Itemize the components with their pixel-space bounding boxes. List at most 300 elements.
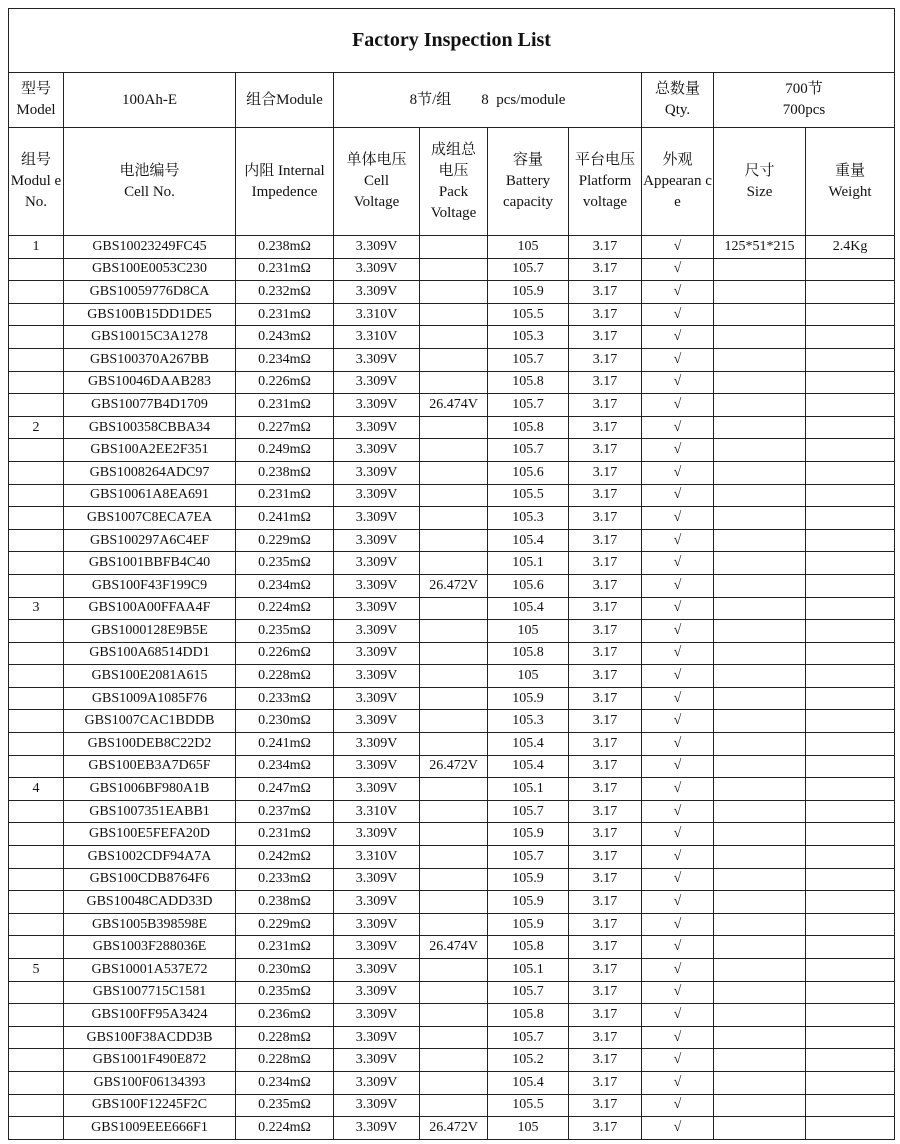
table-row bbox=[9, 800, 895, 823]
module-no-cell: 5 bbox=[9, 959, 64, 982]
internal-impedence-cell: 0.238mΩ bbox=[236, 891, 334, 914]
weight-cell bbox=[806, 846, 895, 869]
pack-voltage-cell bbox=[420, 236, 488, 259]
battery-capacity-cell: 105.9 bbox=[488, 913, 569, 936]
pack-voltage-cell bbox=[420, 371, 488, 394]
internal-impedence-cell: 0.227mΩ bbox=[236, 416, 334, 439]
cell-no-cell: GBS100FF95A3424 bbox=[64, 1004, 236, 1027]
table-row bbox=[9, 484, 895, 507]
size-cell bbox=[714, 620, 806, 643]
header-plat-en1: Platform bbox=[578, 173, 632, 189]
cell-no-cell: GBS10077B4D1709 bbox=[64, 394, 236, 417]
weight-cell bbox=[806, 1071, 895, 1094]
cell-no-cell: GBS1007351EABB1 bbox=[64, 800, 236, 823]
internal-impedence-cell: 0.234mΩ bbox=[236, 1071, 334, 1094]
weight-cell bbox=[806, 687, 895, 710]
cell-no-cell: GBS1003F288036E bbox=[64, 936, 236, 959]
appearance-check-cell: √ bbox=[642, 620, 714, 643]
platform-voltage-cell: 3.17 bbox=[569, 507, 642, 530]
pack-voltage-cell bbox=[420, 258, 488, 281]
internal-impedence-cell: 0.230mΩ bbox=[236, 959, 334, 982]
internal-impedence-cell: 0.247mΩ bbox=[236, 778, 334, 801]
module-no-cell bbox=[9, 371, 64, 394]
appearance-check-cell: √ bbox=[642, 1071, 714, 1094]
module-no-cell bbox=[9, 1117, 64, 1140]
pack-voltage-cell bbox=[420, 959, 488, 982]
weight-cell bbox=[806, 891, 895, 914]
appearance-check-cell: √ bbox=[642, 484, 714, 507]
cell-no-cell: GBS1007CAC1BDDB bbox=[64, 710, 236, 733]
pack-voltage-cell bbox=[420, 1049, 488, 1072]
battery-capacity-cell: 105.8 bbox=[488, 642, 569, 665]
cell-voltage-cell: 3.309V bbox=[334, 1094, 420, 1117]
battery-capacity-cell: 105 bbox=[488, 620, 569, 643]
platform-voltage-cell: 3.17 bbox=[569, 936, 642, 959]
internal-impedence-cell: 0.241mΩ bbox=[236, 507, 334, 530]
size-cell bbox=[714, 1071, 806, 1094]
weight-cell: 2.4Kg bbox=[806, 236, 895, 259]
pack-voltage-cell bbox=[420, 733, 488, 756]
table-row bbox=[9, 507, 895, 530]
platform-voltage-cell: 3.17 bbox=[569, 620, 642, 643]
header-module-no bbox=[9, 128, 64, 236]
platform-voltage-cell: 3.17 bbox=[569, 687, 642, 710]
cell-no-cell: GBS10001A537E72 bbox=[64, 959, 236, 982]
appearance-check-cell: √ bbox=[642, 507, 714, 530]
cell-voltage-cell: 3.309V bbox=[334, 507, 420, 530]
battery-capacity-cell: 105.4 bbox=[488, 529, 569, 552]
table-row bbox=[9, 1004, 895, 1027]
table-row bbox=[9, 846, 895, 869]
pack-voltage-cell bbox=[420, 868, 488, 891]
cell-voltage-cell: 3.309V bbox=[334, 461, 420, 484]
internal-impedence-cell: 0.241mΩ bbox=[236, 733, 334, 756]
internal-impedence-cell: 0.234mΩ bbox=[236, 574, 334, 597]
pack-voltage-cell bbox=[420, 1071, 488, 1094]
module-no-cell bbox=[9, 846, 64, 869]
platform-voltage-cell: 3.17 bbox=[569, 461, 642, 484]
pack-voltage-cell bbox=[420, 416, 488, 439]
qty-value bbox=[714, 73, 895, 128]
header-cap-en2: capacity bbox=[503, 194, 553, 210]
cell-no-cell: GBS1001F490E872 bbox=[64, 1049, 236, 1072]
header-plat-cn: 平台电压 bbox=[574, 152, 635, 168]
appearance-check-cell: √ bbox=[642, 1049, 714, 1072]
header-size-cn: 尺寸 bbox=[744, 162, 775, 179]
size-cell bbox=[714, 1117, 806, 1140]
cell-no-cell: GBS10046DAAB283 bbox=[64, 371, 236, 394]
header-cv-en2: Voltage bbox=[353, 194, 400, 210]
module-value: 8节/组 8 pcs/module bbox=[334, 73, 642, 128]
platform-voltage-cell: 3.17 bbox=[569, 1117, 642, 1140]
cell-voltage-cell: 3.309V bbox=[334, 981, 420, 1004]
appearance-check-cell: √ bbox=[642, 258, 714, 281]
cell-voltage-cell: 3.309V bbox=[334, 574, 420, 597]
module-no-cell bbox=[9, 258, 64, 281]
table-row bbox=[9, 1071, 895, 1094]
module-no-cell bbox=[9, 936, 64, 959]
table-row bbox=[9, 1049, 895, 1072]
weight-cell bbox=[806, 348, 895, 371]
header-weight-cn: 重量 bbox=[835, 162, 866, 179]
module-no-cell bbox=[9, 326, 64, 349]
table-row bbox=[9, 620, 895, 643]
platform-voltage-cell: 3.17 bbox=[569, 665, 642, 688]
platform-voltage-cell: 3.17 bbox=[569, 642, 642, 665]
platform-voltage-cell: 3.17 bbox=[569, 258, 642, 281]
battery-capacity-cell: 105.8 bbox=[488, 936, 569, 959]
platform-voltage-cell: 3.17 bbox=[569, 371, 642, 394]
size-cell bbox=[714, 1004, 806, 1027]
header-internal-impedence bbox=[236, 128, 334, 236]
header-cap-en1: Battery bbox=[505, 173, 551, 189]
cell-no-cell: GBS1007715C1581 bbox=[64, 981, 236, 1004]
appearance-check-cell: √ bbox=[642, 755, 714, 778]
cell-no-cell: GBS100F12245F2C bbox=[64, 1094, 236, 1117]
cell-voltage-cell: 3.309V bbox=[334, 733, 420, 756]
module-no-cell bbox=[9, 868, 64, 891]
cell-no-cell: GBS100E5FEFA20D bbox=[64, 823, 236, 846]
pack-voltage-cell bbox=[420, 1094, 488, 1117]
module-no-cell bbox=[9, 642, 64, 665]
platform-voltage-cell: 3.17 bbox=[569, 1071, 642, 1094]
cell-no-cell: GBS100F38ACDD3B bbox=[64, 1026, 236, 1049]
size-cell bbox=[714, 642, 806, 665]
battery-capacity-cell: 105.7 bbox=[488, 394, 569, 417]
internal-impedence-cell: 0.243mΩ bbox=[236, 326, 334, 349]
module-no-cell bbox=[9, 348, 64, 371]
appearance-check-cell: √ bbox=[642, 1026, 714, 1049]
module-no-cell bbox=[9, 303, 64, 326]
internal-impedence-cell: 0.231mΩ bbox=[236, 484, 334, 507]
table-row bbox=[9, 574, 895, 597]
pack-voltage-cell bbox=[420, 710, 488, 733]
appearance-check-cell: √ bbox=[642, 597, 714, 620]
battery-capacity-cell: 105.9 bbox=[488, 687, 569, 710]
module-no-cell bbox=[9, 461, 64, 484]
platform-voltage-cell: 3.17 bbox=[569, 981, 642, 1004]
cell-no-cell: GBS10015C3A1278 bbox=[64, 326, 236, 349]
appearance-check-cell: √ bbox=[642, 281, 714, 304]
platform-voltage-cell: 3.17 bbox=[569, 1004, 642, 1027]
weight-cell bbox=[806, 733, 895, 756]
cell-voltage-cell: 3.309V bbox=[334, 823, 420, 846]
module-no-cell bbox=[9, 394, 64, 417]
weight-cell bbox=[806, 1094, 895, 1117]
cell-no-cell: GBS1007C8ECA7EA bbox=[64, 507, 236, 530]
battery-capacity-cell: 105.8 bbox=[488, 371, 569, 394]
column-header-row bbox=[9, 128, 895, 236]
table-row bbox=[9, 348, 895, 371]
pack-voltage-cell bbox=[420, 642, 488, 665]
internal-impedence-cell: 0.231mΩ bbox=[236, 823, 334, 846]
weight-cell bbox=[806, 258, 895, 281]
weight-cell bbox=[806, 1004, 895, 1027]
platform-voltage-cell: 3.17 bbox=[569, 236, 642, 259]
table-row bbox=[9, 891, 895, 914]
internal-impedence-cell: 0.228mΩ bbox=[236, 665, 334, 688]
module-no-cell bbox=[9, 1071, 64, 1094]
platform-voltage-cell: 3.17 bbox=[569, 394, 642, 417]
size-cell bbox=[714, 507, 806, 530]
weight-cell bbox=[806, 1117, 895, 1140]
cell-voltage-cell: 3.309V bbox=[334, 597, 420, 620]
weight-cell bbox=[806, 416, 895, 439]
cell-no-cell: GBS100358CBBA34 bbox=[64, 416, 236, 439]
table-row bbox=[9, 1026, 895, 1049]
platform-voltage-cell: 3.17 bbox=[569, 1049, 642, 1072]
weight-cell bbox=[806, 484, 895, 507]
cell-no-cell: GBS100297A6C4EF bbox=[64, 529, 236, 552]
size-cell bbox=[714, 755, 806, 778]
header-size bbox=[714, 128, 806, 236]
cell-no-cell: GBS10023249FC45 bbox=[64, 236, 236, 259]
cell-voltage-cell: 3.309V bbox=[334, 552, 420, 575]
weight-cell bbox=[806, 574, 895, 597]
weight-cell bbox=[806, 620, 895, 643]
platform-voltage-cell: 3.17 bbox=[569, 710, 642, 733]
platform-voltage-cell: 3.17 bbox=[569, 891, 642, 914]
cell-voltage-cell: 3.309V bbox=[334, 236, 420, 259]
cell-no-cell: GBS100F43F199C9 bbox=[64, 574, 236, 597]
battery-capacity-cell: 105.7 bbox=[488, 439, 569, 462]
weight-cell bbox=[806, 439, 895, 462]
cell-no-cell: GBS100A00FFAA4F bbox=[64, 597, 236, 620]
size-cell bbox=[714, 348, 806, 371]
qty-label bbox=[642, 73, 714, 128]
battery-capacity-cell: 105.7 bbox=[488, 981, 569, 1004]
internal-impedence-cell: 0.234mΩ bbox=[236, 755, 334, 778]
weight-cell bbox=[806, 936, 895, 959]
platform-voltage-cell: 3.17 bbox=[569, 303, 642, 326]
module-no-cell: 2 bbox=[9, 416, 64, 439]
cell-voltage-cell: 3.309V bbox=[334, 1004, 420, 1027]
table-row bbox=[9, 755, 895, 778]
internal-impedence-cell: 0.226mΩ bbox=[236, 371, 334, 394]
table-row bbox=[9, 868, 895, 891]
title-row bbox=[9, 9, 895, 73]
header-cell-no-en: Cell No. bbox=[124, 183, 175, 200]
size-cell bbox=[714, 936, 806, 959]
cell-no-cell: GBS100EB3A7D65F bbox=[64, 755, 236, 778]
cell-voltage-cell: 3.309V bbox=[334, 891, 420, 914]
table-row bbox=[9, 687, 895, 710]
cell-voltage-cell: 3.309V bbox=[334, 1049, 420, 1072]
appearance-check-cell: √ bbox=[642, 642, 714, 665]
size-cell bbox=[714, 710, 806, 733]
weight-cell bbox=[806, 597, 895, 620]
size-cell bbox=[714, 981, 806, 1004]
cell-voltage-cell: 3.310V bbox=[334, 326, 420, 349]
appearance-check-cell: √ bbox=[642, 1117, 714, 1140]
size-cell bbox=[714, 303, 806, 326]
table-row bbox=[9, 394, 895, 417]
size-cell bbox=[714, 394, 806, 417]
platform-voltage-cell: 3.17 bbox=[569, 823, 642, 846]
internal-impedence-cell: 0.229mΩ bbox=[236, 913, 334, 936]
cell-no-cell: GBS100A2EE2F351 bbox=[64, 439, 236, 462]
cell-voltage-cell: 3.310V bbox=[334, 846, 420, 869]
appearance-check-cell: √ bbox=[642, 326, 714, 349]
qty-label-cn: 总数量 bbox=[654, 81, 700, 97]
module-no-cell bbox=[9, 1026, 64, 1049]
battery-capacity-cell: 105.9 bbox=[488, 868, 569, 891]
table-row bbox=[9, 959, 895, 982]
battery-capacity-cell: 105.3 bbox=[488, 710, 569, 733]
pack-voltage-cell bbox=[420, 823, 488, 846]
platform-voltage-cell: 3.17 bbox=[569, 800, 642, 823]
platform-voltage-cell: 3.17 bbox=[569, 529, 642, 552]
table-row bbox=[9, 642, 895, 665]
pack-voltage-cell bbox=[420, 778, 488, 801]
pack-voltage-cell bbox=[420, 552, 488, 575]
battery-capacity-cell: 105.1 bbox=[488, 778, 569, 801]
cell-no-cell: GBS10059776D8CA bbox=[64, 281, 236, 304]
appearance-check-cell: √ bbox=[642, 552, 714, 575]
internal-impedence-cell: 0.231mΩ bbox=[236, 258, 334, 281]
battery-capacity-cell: 105.9 bbox=[488, 823, 569, 846]
platform-voltage-cell: 3.17 bbox=[569, 552, 642, 575]
size-cell bbox=[714, 416, 806, 439]
cell-no-cell: GBS1009EEE666F1 bbox=[64, 1117, 236, 1140]
battery-capacity-cell: 105.5 bbox=[488, 1094, 569, 1117]
cell-no-cell: GBS1006BF980A1B bbox=[64, 778, 236, 801]
document-title: Factory Inspection List bbox=[9, 9, 895, 73]
size-cell bbox=[714, 574, 806, 597]
table-row bbox=[9, 1094, 895, 1117]
battery-capacity-cell: 105.3 bbox=[488, 326, 569, 349]
size-cell bbox=[714, 891, 806, 914]
module-no-cell bbox=[9, 1049, 64, 1072]
appearance-check-cell: √ bbox=[642, 529, 714, 552]
table-row bbox=[9, 439, 895, 462]
cell-voltage-cell: 3.309V bbox=[334, 484, 420, 507]
weight-cell bbox=[806, 326, 895, 349]
cell-voltage-cell: 3.309V bbox=[334, 665, 420, 688]
model-label bbox=[9, 73, 64, 128]
header-cell-voltage bbox=[334, 128, 420, 236]
table-row bbox=[9, 461, 895, 484]
internal-impedence-cell: 0.234mΩ bbox=[236, 348, 334, 371]
pack-voltage-cell: 26.472V bbox=[420, 574, 488, 597]
weight-cell bbox=[806, 371, 895, 394]
cell-no-cell: GBS100370A267BB bbox=[64, 348, 236, 371]
model-row bbox=[9, 73, 895, 128]
internal-impedence-cell: 0.235mΩ bbox=[236, 552, 334, 575]
module-no-cell bbox=[9, 823, 64, 846]
pack-voltage-cell bbox=[420, 1026, 488, 1049]
table-row bbox=[9, 710, 895, 733]
internal-impedence-cell: 0.238mΩ bbox=[236, 236, 334, 259]
weight-cell bbox=[806, 778, 895, 801]
internal-impedence-cell: 0.236mΩ bbox=[236, 1004, 334, 1027]
weight-cell bbox=[806, 868, 895, 891]
internal-impedence-cell: 0.235mΩ bbox=[236, 981, 334, 1004]
cell-no-cell: GBS100B15DD1DE5 bbox=[64, 303, 236, 326]
header-module-no-cn: 组号 bbox=[20, 152, 51, 168]
battery-capacity-cell: 105.7 bbox=[488, 800, 569, 823]
module-no-cell bbox=[9, 800, 64, 823]
size-cell bbox=[714, 597, 806, 620]
appearance-check-cell: √ bbox=[642, 846, 714, 869]
weight-cell bbox=[806, 642, 895, 665]
cell-voltage-cell: 3.309V bbox=[334, 529, 420, 552]
internal-impedence-cell: 0.229mΩ bbox=[236, 529, 334, 552]
appearance-check-cell: √ bbox=[642, 574, 714, 597]
weight-cell bbox=[806, 823, 895, 846]
cell-no-cell: GBS1005B398598E bbox=[64, 913, 236, 936]
weight-cell bbox=[806, 303, 895, 326]
size-cell bbox=[714, 1026, 806, 1049]
cell-voltage-cell: 3.309V bbox=[334, 281, 420, 304]
cell-voltage-cell: 3.309V bbox=[334, 371, 420, 394]
cell-voltage-cell: 3.309V bbox=[334, 778, 420, 801]
module-no-cell bbox=[9, 281, 64, 304]
table-row bbox=[9, 529, 895, 552]
weight-cell bbox=[806, 1049, 895, 1072]
appearance-check-cell: √ bbox=[642, 913, 714, 936]
weight-cell bbox=[806, 529, 895, 552]
size-cell bbox=[714, 959, 806, 982]
battery-capacity-cell: 105.1 bbox=[488, 552, 569, 575]
table-row bbox=[9, 665, 895, 688]
module-no-cell bbox=[9, 687, 64, 710]
weight-cell bbox=[806, 281, 895, 304]
header-pv-en1: Pack bbox=[438, 183, 469, 200]
header-weight bbox=[806, 128, 895, 236]
appearance-check-cell: √ bbox=[642, 778, 714, 801]
battery-capacity-cell: 105.7 bbox=[488, 846, 569, 869]
cell-no-cell: GBS100F06134393 bbox=[64, 1071, 236, 1094]
cell-voltage-cell: 3.309V bbox=[334, 620, 420, 643]
qty-value-cn: 700节 bbox=[785, 81, 823, 97]
appearance-check-cell: √ bbox=[642, 733, 714, 756]
header-weight-en: Weight bbox=[828, 183, 872, 200]
pack-voltage-cell: 26.474V bbox=[420, 394, 488, 417]
cell-voltage-cell: 3.309V bbox=[334, 936, 420, 959]
header-cv-cn: 单体电压 bbox=[346, 152, 407, 168]
size-cell bbox=[714, 823, 806, 846]
pack-voltage-cell bbox=[420, 303, 488, 326]
header-cv-en1: Cell bbox=[364, 173, 389, 189]
internal-impedence-cell: 0.228mΩ bbox=[236, 1049, 334, 1072]
pack-voltage-cell: 26.472V bbox=[420, 1117, 488, 1140]
internal-impedence-cell: 0.226mΩ bbox=[236, 642, 334, 665]
battery-capacity-cell: 105.9 bbox=[488, 281, 569, 304]
weight-cell bbox=[806, 1026, 895, 1049]
battery-capacity-cell: 105.2 bbox=[488, 1049, 569, 1072]
table-row bbox=[9, 778, 895, 801]
table-row bbox=[9, 371, 895, 394]
header-cell-no-cn: 电池编号 bbox=[119, 162, 180, 179]
platform-voltage-cell: 3.17 bbox=[569, 959, 642, 982]
platform-voltage-cell: 3.17 bbox=[569, 755, 642, 778]
header-size-en: Size bbox=[746, 183, 773, 200]
qty-value-en: 700pcs bbox=[782, 102, 826, 118]
platform-voltage-cell: 3.17 bbox=[569, 846, 642, 869]
weight-cell bbox=[806, 800, 895, 823]
header-cap-cn: 容量 bbox=[512, 152, 543, 168]
platform-voltage-cell: 3.17 bbox=[569, 348, 642, 371]
module-no-cell bbox=[9, 574, 64, 597]
header-app-en: Appearan ce bbox=[643, 173, 712, 210]
cell-voltage-cell: 3.309V bbox=[334, 1117, 420, 1140]
cell-voltage-cell: 3.309V bbox=[334, 439, 420, 462]
size-cell bbox=[714, 439, 806, 462]
battery-capacity-cell: 105.3 bbox=[488, 507, 569, 530]
pack-voltage-cell bbox=[420, 281, 488, 304]
table-row bbox=[9, 913, 895, 936]
